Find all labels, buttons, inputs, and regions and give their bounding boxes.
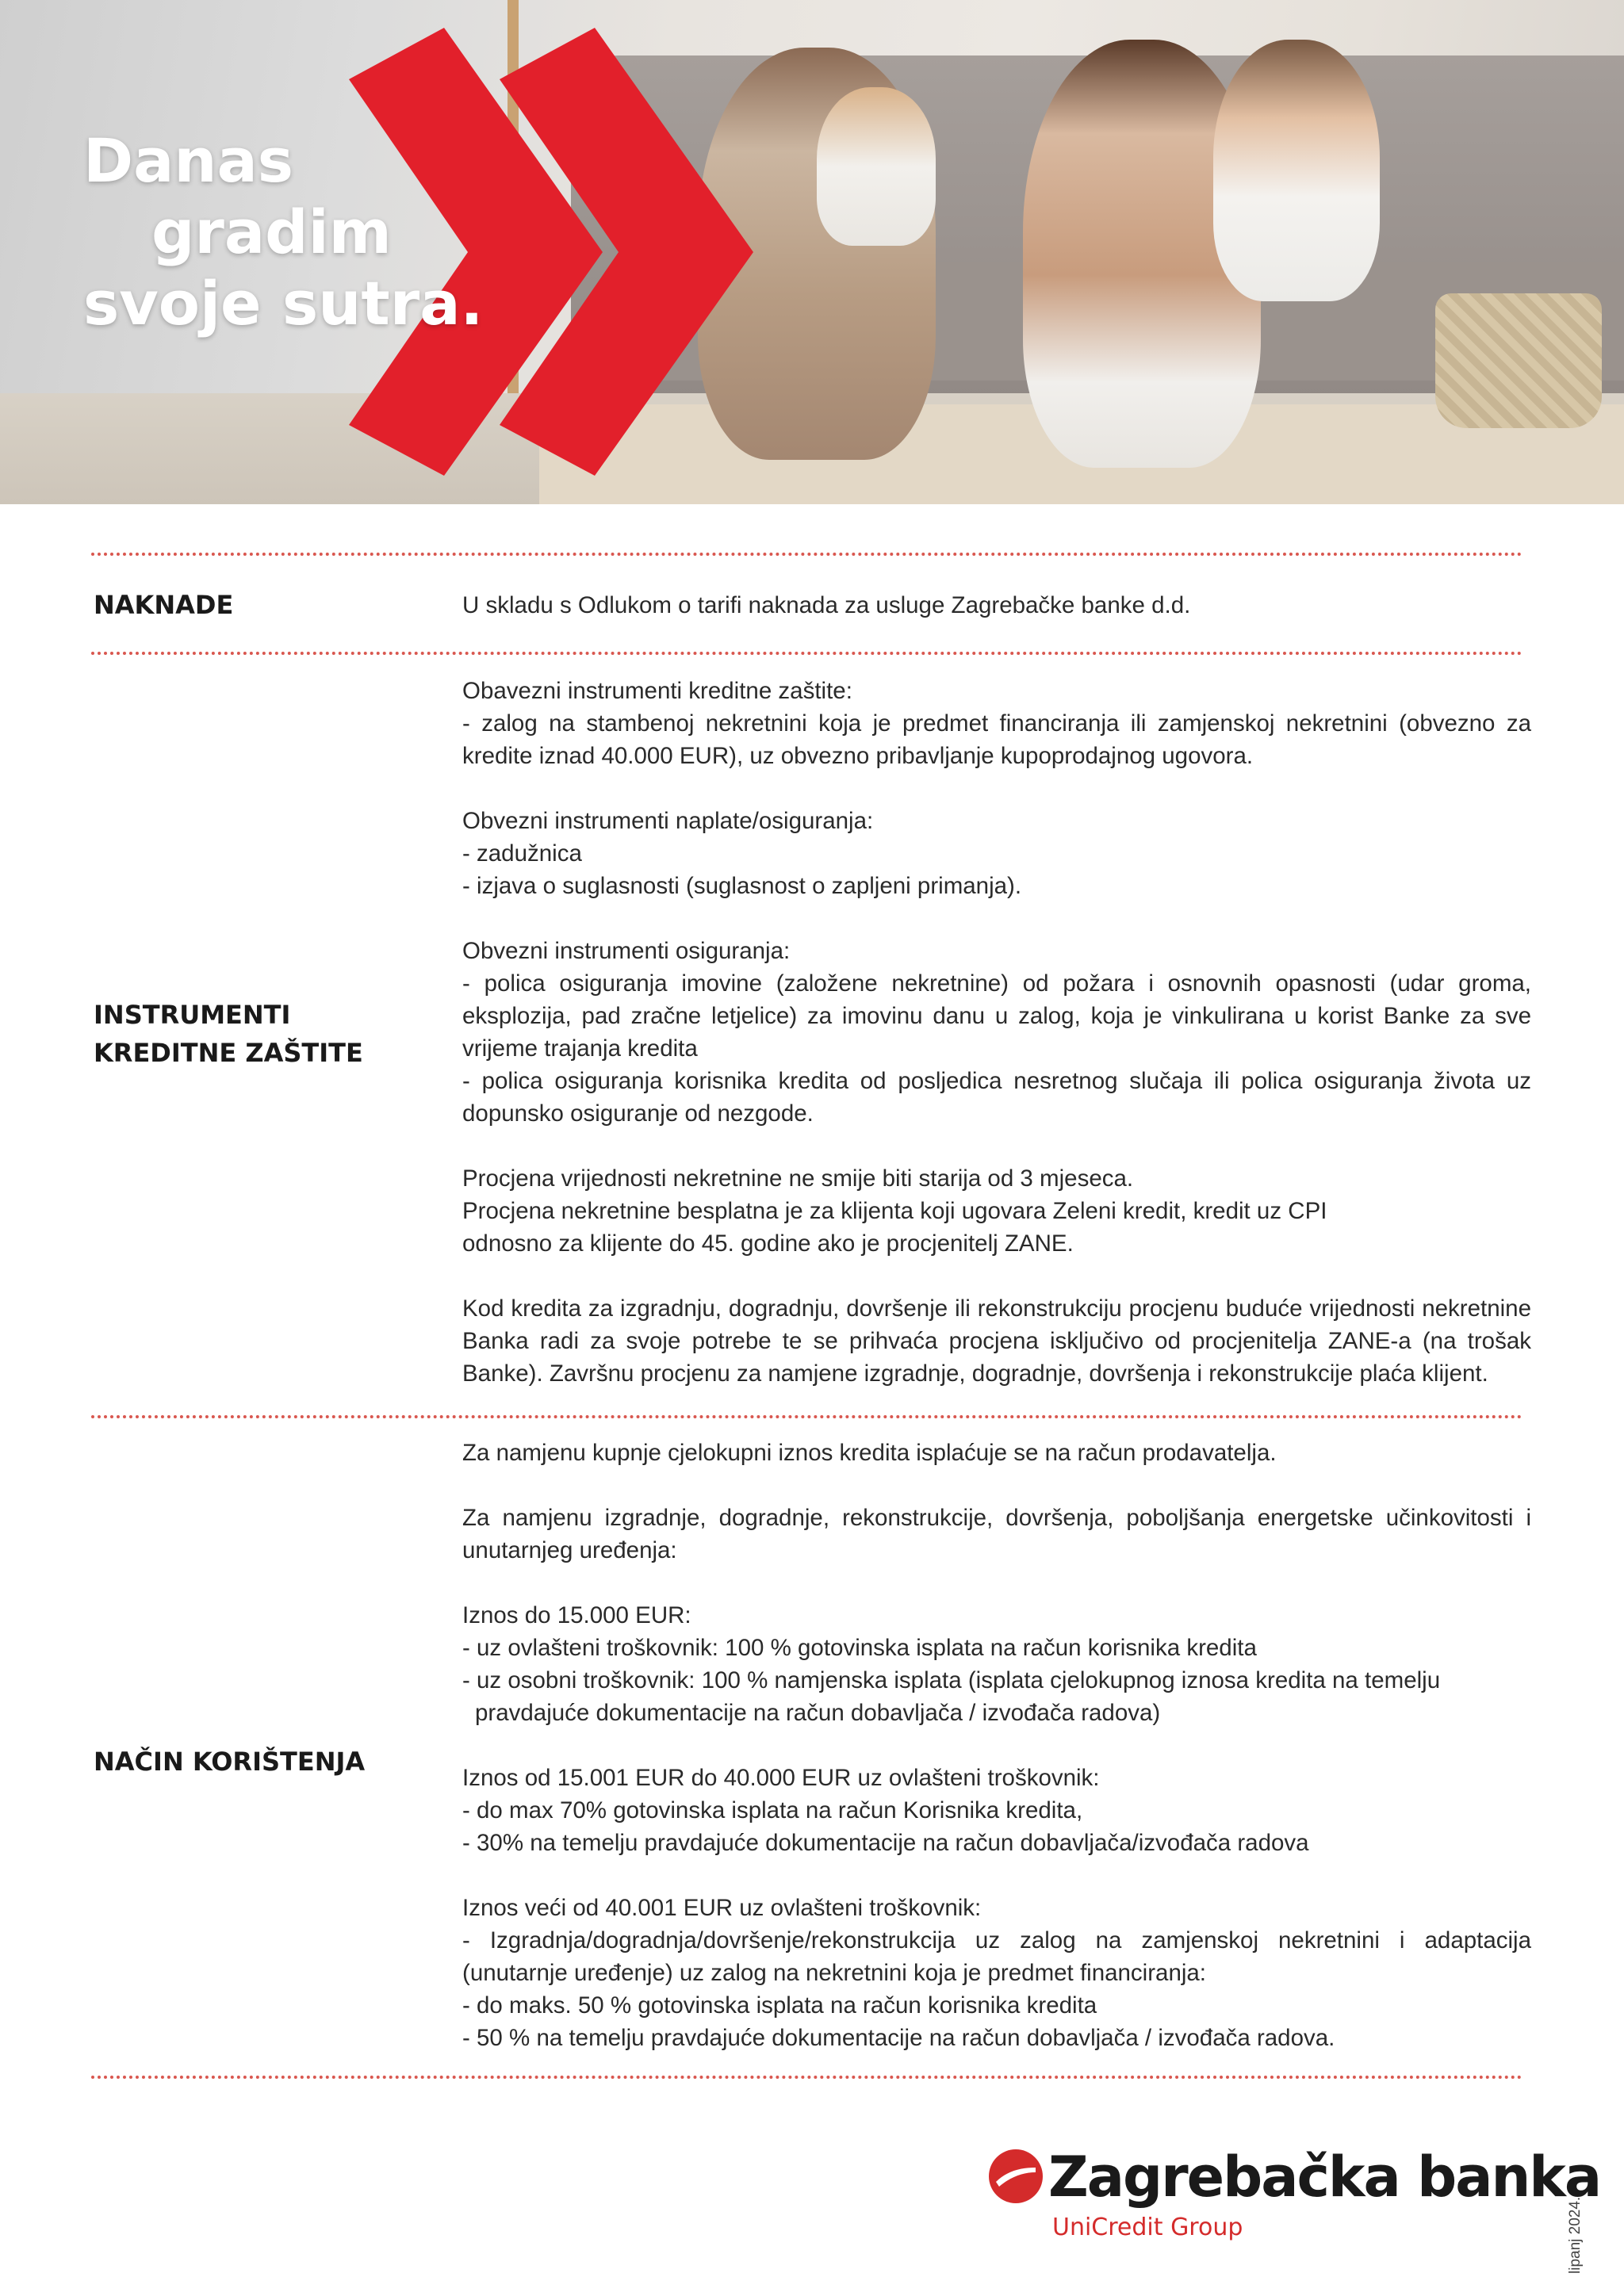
- instrumenti-line: - izjava o suglasnosti (suglasnost o zapljeni primanja).: [462, 873, 1022, 899]
- nacin-line: Iznos od 15.001 EUR do 40.000 EUR uz ovlašteni troškovnik:: [462, 1765, 1100, 1791]
- instrumenti-line: Procjena nekretnine besplatna je za klijenta koji ugovara Zeleni kredit, kredit uz CPI: [462, 1198, 1327, 1224]
- instrumenti-label: [94, 996, 363, 1072]
- nacin-line: - uz osobni troškovnik: 100 % namjenska isplata (isplata cjelokupnog iznosa kredita na temelju: [462, 1667, 1441, 1693]
- section-divider: [91, 2076, 1522, 2079]
- nacin-line: - 50 % na temelju pravdajuće dokumentacije na račun dobavljača / izvođača radova.: [462, 2025, 1335, 2051]
- instrumenti-label-line-2: KREDITNE ZAŠTITE: [94, 1038, 363, 1068]
- instrumenti-line: Obavezni instrumenti kreditne zaštite:: [462, 678, 852, 704]
- instrumenti-line: Kod kredita za izgradnju, dogradnju, dovršenje ili rekonstrukciju procjenu buduće vrijednosti nekretnine Banka radi za svoje potrebe te se prihvaća procjena isključivo od procjenitelja ZANE-a (na trošak Banke). Završnu procjenu za namjene izgradnje, dogradnje, dovršenja i rekonstrukcije plaća klijent.: [462, 1295, 1531, 1387]
- naknade-label: NAKNADE: [94, 590, 234, 620]
- hero-headline-line-2: gradim: [151, 197, 392, 267]
- zaba-logo-icon: [986, 2147, 1045, 2206]
- brand-group: UniCredit Group: [1052, 2214, 1243, 2241]
- hero-banner: [0, 0, 1624, 504]
- publication-date: lipanj 2024.: [1567, 2196, 1584, 2274]
- nacin-line: Iznos veći od 40.001 EUR uz ovlašteni troškovnik:: [462, 1895, 982, 1921]
- naknade-text-block: [462, 589, 1531, 622]
- instrumenti-text-block: [462, 675, 1531, 1390]
- instrumenti-label-line-1: INSTRUMENTI: [94, 1000, 291, 1030]
- brand-name: Zagrebačka banka: [1048, 2145, 1601, 2210]
- section-divider: [91, 652, 1522, 655]
- nacin-line: - 30% na temelju pravdajuće dokumentacije na račun dobavljača/izvođača radova: [462, 1830, 1309, 1856]
- section-divider: [91, 553, 1522, 556]
- hero-headline-line-1: Danas: [83, 125, 293, 196]
- nacin-line: - do maks. 50 % gotovinska isplata na račun korisnika kredita: [462, 1992, 1097, 2019]
- instrumenti-line: - polica osiguranja imovine (založene nekretnine) od požara i osnovnih opasnosti (udar groma, eksplozija, pad zračne letjelice) za imovinu danu u zalog, koja je vinkulirana u korist Banke za sve vrijeme trajanja kredita: [462, 970, 1531, 1062]
- nacin-line: Iznos do 15.000 EUR:: [462, 1602, 691, 1628]
- nacin-line: Za namjenu kupnje cjelokupni iznos kredita isplaćuje se na račun prodavatelja.: [462, 1440, 1277, 1466]
- instrumenti-line: Obvezni instrumenti naplate/osiguranja:: [462, 808, 874, 834]
- instrumenti-line: Obvezni instrumenti osiguranja:: [462, 938, 791, 964]
- instrumenti-line: - zalog na stambenoj nekretnini koja je predmet financiranja ili zamjenskoj nekretnini (obvezno za kredite iznad 40.000 EUR), uz obvezno pribavljanje kupoprodajnog ugovora.: [462, 710, 1531, 769]
- hero-headline: [83, 125, 483, 339]
- section-divider: [91, 1415, 1522, 1418]
- nacin-line: Za namjenu izgradnje, dogradnje, rekonstrukcije, dovršenja, poboljšanja energetske učinkovitosti i unutarnjeg uređenja:: [462, 1505, 1531, 1563]
- nacin-line: pravdajuće dokumentacije na račun dobavljača / izvođača radova): [475, 1700, 1161, 1726]
- nacin-line: - do max 70% gotovinska isplata na račun Korisnika kredita,: [462, 1797, 1083, 1823]
- hero-headline-line-3: svoje sutra.: [83, 268, 484, 339]
- instrumenti-line: odnosno za klijente do 45. godine ako je procjenitelj ZANE.: [462, 1230, 1074, 1257]
- nacin-line: - Izgradnja/dogradnja/dovršenje/rekonstrukcija uz zalog na zamjenskoj nekretnini i adaptacija (unutarnje uređenje) uz zalog na nekretnini koja je predmet financiranja:: [462, 1927, 1531, 1986]
- instrumenti-line: - polica osiguranja korisnika kredita od posljedica nesretnog slučaja ili polica osiguranja života uz dopunsko osiguranje od nezgode.: [462, 1068, 1531, 1127]
- naknade-text: U skladu s Odlukom o tarifi naknada za usluge Zagrebačke banke d.d.: [462, 592, 1191, 618]
- nacin-text-block: [462, 1437, 1531, 2054]
- nacin-label: NAČIN KORIŠTENJA: [94, 1747, 366, 1777]
- instrumenti-line: - zadužnica: [462, 840, 582, 867]
- instrumenti-line: Procjena vrijednosti nekretnine ne smije biti starija od 3 mjeseca.: [462, 1165, 1134, 1192]
- nacin-line: - uz ovlašteni troškovnik: 100 % gotovinska isplata na račun korisnika kredita: [462, 1635, 1257, 1661]
